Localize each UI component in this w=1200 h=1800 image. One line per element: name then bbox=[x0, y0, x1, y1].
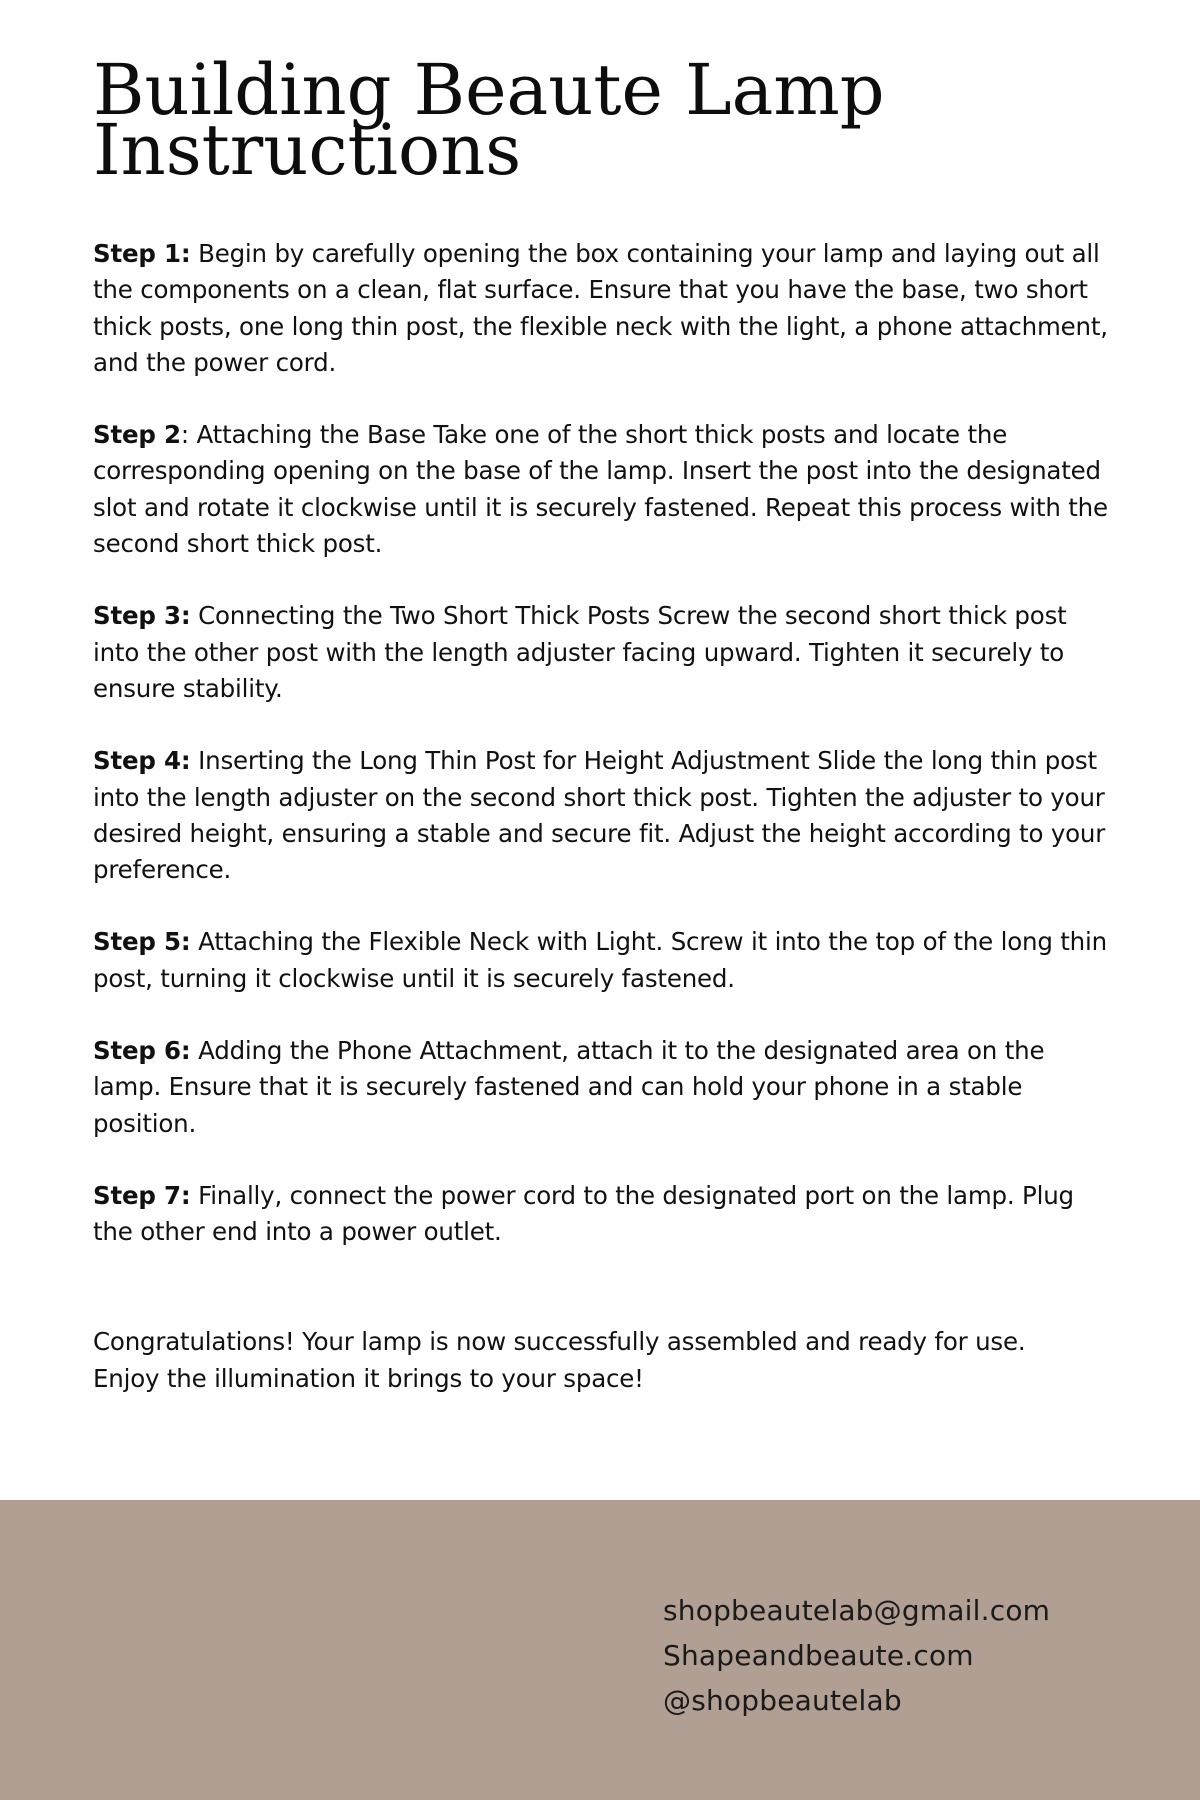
contact-social-handle[interactable]: @shopbeautelab bbox=[663, 1684, 902, 1717]
contact-info bbox=[663, 1588, 1050, 1723]
step-text: Attaching the Flexible Neck with Light. Screw it into the top of the long thin post, turning it clockwise until it is securely fastened. bbox=[93, 927, 1107, 993]
step-label: Step 3: bbox=[93, 601, 191, 631]
document-body bbox=[93, 49, 1113, 1421]
step-label: Step 7: bbox=[93, 1180, 191, 1210]
step-label: Step 4: bbox=[93, 746, 191, 776]
step-5 bbox=[93, 924, 1113, 997]
congratulations-text bbox=[93, 1323, 1113, 1397]
step-6 bbox=[93, 1033, 1113, 1142]
title-line-1: Building Beaute Lamp bbox=[93, 49, 885, 131]
contact-website[interactable]: Shapeandbeaute.com bbox=[663, 1639, 974, 1672]
steps-list bbox=[93, 236, 1113, 1251]
contact-email[interactable]: shopbeautelab@gmail.com bbox=[663, 1594, 1051, 1627]
step-4 bbox=[93, 743, 1113, 888]
step-label: Step 5: bbox=[93, 927, 191, 957]
step-text: Connecting the Two Short Thick Posts Screw the second short thick post into the other post with the length adjuster facing upward. Tighten it securely to ensure stability. bbox=[93, 601, 1067, 703]
step-label: Step 2 bbox=[93, 420, 181, 450]
step-text: Finally, connect the power cord to the designated port on the lamp. Plug the other end into a power outlet. bbox=[93, 1180, 1074, 1247]
step-label: Step 6: bbox=[93, 1036, 191, 1066]
congrats-line-1: Congratulations! Your lamp is now successfully assembled and ready for use. bbox=[93, 1326, 1026, 1356]
step-text: Adding the Phone Attachment, attach it to the designated area on the lamp. Ensure that it is securely fastened and can hold your phone in a stable position. bbox=[93, 1036, 1045, 1138]
step-3 bbox=[93, 598, 1113, 707]
step-2 bbox=[93, 417, 1113, 562]
step-text: Begin by carefully opening the box containing your lamp and laying out all the components on a clean, flat surface. Ensure that you have the base, two short thick posts, one long thin post, the flexible neck with the light, a phone attachment, and the power cord. bbox=[93, 239, 1108, 377]
congrats-line-2: Enjoy the illumination it brings to your space! bbox=[93, 1363, 644, 1393]
step-text: Inserting the Long Thin Post for Height Adjustment Slide the long thin post into the length adjuster on the second short thick post. Tighten the adjuster to your desired height, ensuring a stable and secure fit. Adjust the height according to your preference. bbox=[93, 746, 1106, 885]
step-1 bbox=[93, 236, 1113, 381]
footer-band bbox=[0, 1500, 1200, 1800]
step-text: : Attaching the Base Take one of the short thick posts and locate the corresponding opening on the base of the lamp. Insert the post into the designated slot and rotate it clockwise until it is securely fastened. Repeat this process with the second short thick post. bbox=[93, 420, 1108, 559]
step-label: Step 1: bbox=[93, 239, 191, 268]
title-line-2: Instructions bbox=[93, 109, 522, 191]
step-7 bbox=[93, 1178, 1113, 1251]
page-title bbox=[93, 49, 1113, 191]
